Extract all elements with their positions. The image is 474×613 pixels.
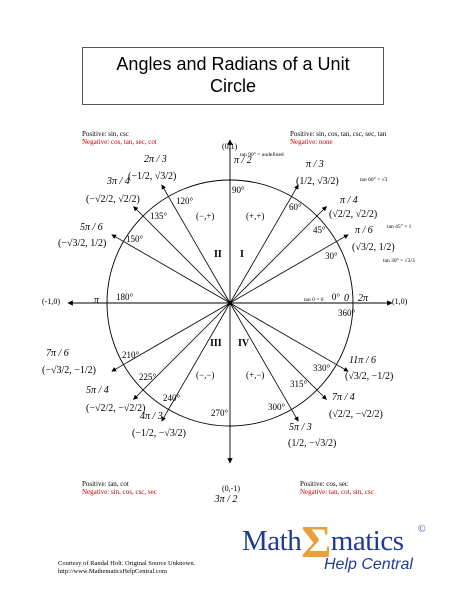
tan-note-60: tan 60° = √3 — [360, 177, 388, 183]
radian-label-270: 3π / 2 — [214, 494, 238, 505]
quadrant-numeral-3: III — [210, 338, 222, 349]
ray-45 — [230, 207, 327, 304]
axis-point-bottom: (0,-1) — [222, 484, 240, 493]
radian-label-45: π / 4 — [340, 195, 358, 206]
degree-label-225: 225° — [139, 372, 157, 382]
radian-label-150: 5π / 6 — [80, 222, 103, 233]
coord-label-135: (−√2/2, √2/2) — [86, 194, 140, 205]
title-line-2: Circle — [209, 76, 256, 96]
degree-label-150: 150° — [126, 234, 144, 244]
logo-part-2: matics — [330, 525, 404, 557]
q3-positive: Positive: tan, cot — [82, 480, 129, 488]
radian-label-180: π — [94, 295, 100, 306]
radian-label-360: 2π — [358, 293, 369, 304]
degree-label-135: 135° — [150, 211, 168, 221]
q2-positive: Positive: sin, csc — [82, 130, 129, 138]
degree-label-45: 45° — [313, 225, 326, 235]
mathematics-help-central-logo — [242, 516, 442, 590]
coord-label-330: (√3/2, −1/2) — [345, 371, 394, 382]
quadrant-numeral-4: IV — [238, 338, 250, 349]
radian-label-30: π / 6 — [355, 225, 373, 236]
degree-label-180: 180° — [116, 292, 134, 302]
degree-label-0: 0° — [331, 292, 340, 302]
q4-positive: Positive: cos, sec — [300, 480, 349, 488]
degree-label-270: 270° — [211, 408, 229, 418]
axis-point-right: (1,0) — [392, 297, 408, 306]
ray-120 — [162, 185, 230, 303]
degree-label-120: 120° — [176, 196, 194, 206]
quadrant-sign-4: (+,−) — [246, 370, 265, 380]
tan-note-45: tan 45° = 1 — [387, 224, 412, 230]
radian-label-120: 2π / 3 — [144, 154, 167, 165]
copyright-icon: © — [418, 524, 426, 535]
credit-line-2[interactable]: http://www.MathematicsHelpCentral.com — [58, 568, 167, 575]
q1-positive: Positive: sin, cos, tan, csc, sec, tan — [290, 130, 387, 138]
axis-point-top: (0,1) — [222, 142, 238, 151]
degree-label-240: 240° — [163, 393, 181, 403]
ray-240 — [162, 303, 230, 421]
ray-300 — [230, 303, 298, 421]
coord-label-210: (−√3/2, −1/2) — [42, 365, 96, 376]
radian-label-60: π / 3 — [306, 159, 324, 170]
degree-label-360: 360° — [338, 308, 356, 318]
radian-label-210: 7π / 6 — [46, 348, 69, 359]
quadrant-sign-3: (−,−) — [196, 370, 215, 380]
radian-label-135: 3π / 4 — [107, 176, 130, 187]
coord-label-315: (√2/2, −√2/2) — [329, 409, 383, 420]
credit-line-1: Courtesy of Randal Holt. Original Source Unknown. — [58, 560, 196, 567]
tan-note-0: tan 0 = 0 — [304, 297, 324, 303]
degree-label-315: 315° — [290, 379, 308, 389]
title-line-1: Angles and Radians of a Unit — [116, 54, 350, 74]
degree-label-210: 210° — [122, 350, 140, 360]
radian-label-0: 0 — [344, 293, 349, 304]
logo-subtitle: Help Central — [324, 556, 413, 573]
q1-negative: Negative: none — [290, 138, 333, 146]
ray-315 — [230, 303, 327, 400]
radian-label-240: 4π / 3 — [140, 411, 163, 422]
quadrant-sign-2: (−,+) — [196, 211, 215, 221]
quadrant-numeral-2: II — [214, 249, 222, 260]
q2-negative: Negative: cos, tan, sec, cot — [82, 138, 157, 146]
logo-sigma-icon: Σ — [301, 516, 331, 567]
coord-label-300: (1/2, −√3/2) — [288, 438, 337, 449]
coord-label-60: (1/2, √3/2) — [296, 176, 339, 187]
ray-30 — [230, 235, 348, 303]
tan-note-30: tan 30° = √3/3 — [383, 258, 415, 264]
radian-label-315: 7π / 4 — [332, 392, 355, 403]
q3-negative: Negative: sin, cos, csc, sec — [82, 488, 157, 496]
degree-label-330: 330° — [313, 363, 331, 373]
logo-part-1: Math — [242, 525, 302, 557]
tan-note-90: tan 90° = undefined — [240, 152, 284, 158]
credit — [58, 560, 195, 576]
radian-label-90: π / 2 — [234, 155, 252, 166]
quadrant-numeral-1: I — [240, 249, 244, 260]
degree-label-30: 30° — [325, 251, 338, 261]
radian-label-300: 5π / 3 — [289, 422, 312, 433]
degree-label-90: 90° — [232, 185, 245, 195]
coord-label-30: (√3/2, 1/2) — [352, 242, 395, 253]
radian-label-330: 11π / 6 — [349, 355, 377, 366]
degree-label-60: 60° — [289, 202, 302, 212]
coord-label-150: (−√3/2, 1/2) — [58, 238, 107, 249]
ray-225 — [134, 303, 231, 400]
coord-label-225: (−√2/2, −√2/2) — [86, 403, 146, 414]
coord-label-45: (√2/2, √2/2) — [329, 209, 378, 220]
q4-negative: Negative: tan, cot, sin, csc — [300, 488, 374, 496]
radian-label-225: 5π / 4 — [86, 385, 109, 396]
coord-label-240: (−1/2, −√3/2) — [132, 428, 186, 439]
degree-label-300: 300° — [268, 402, 286, 412]
axis-point-left: (-1,0) — [42, 297, 60, 306]
quadrant-sign-1: (+,+) — [246, 211, 265, 221]
coord-label-120: (−1/2, √3/2) — [128, 171, 177, 182]
